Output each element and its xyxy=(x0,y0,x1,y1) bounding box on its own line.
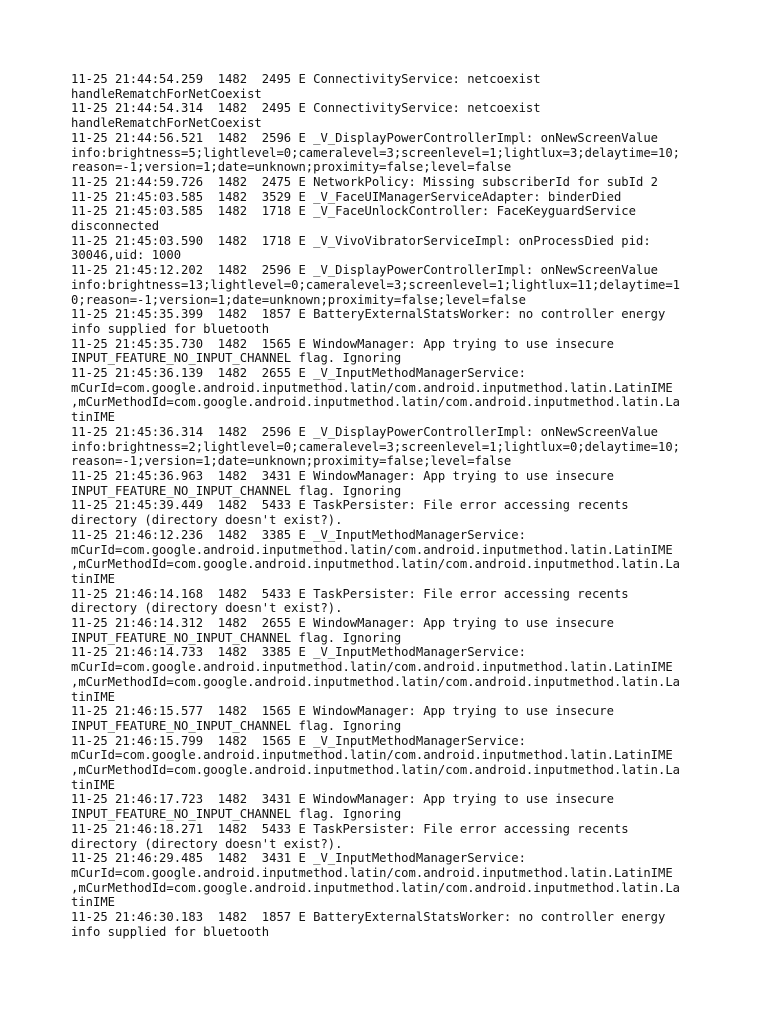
log-line: reason=-1;version=1;date=unknown;proximity=false;level=false xyxy=(71,160,512,175)
log-line: 11-25 21:46:18.271 1482 5433 E TaskPersister: File error accessing recents xyxy=(71,821,629,836)
log-line: 30046,uid: 1000 xyxy=(71,248,182,263)
log-line: mCurId=com.google.android.inputmethod.latin/com.android.inputmethod.latin.LatinIME xyxy=(71,542,673,557)
log-line: 11-25 21:44:59.726 1482 2475 E NetworkPolicy: Missing subscriberId for subId 2 xyxy=(71,174,658,189)
log-line: 11-25 21:46:14.168 1482 5433 E TaskPersister: File error accessing recents xyxy=(71,586,629,601)
log-line: 11-25 21:45:36.139 1482 2655 E _V_InputMethodManagerService: xyxy=(71,366,526,381)
log-line: mCurId=com.google.android.inputmethod.latin/com.android.inputmethod.latin.LatinIME xyxy=(71,865,673,880)
log-line: ,mCurMethodId=com.google.android.inputmethod.latin/com.android.inputmethod.latin.La xyxy=(71,395,681,410)
log-line: mCurId=com.google.android.inputmethod.latin/com.android.inputmethod.latin.LatinIME xyxy=(71,748,673,763)
log-line: info supplied for bluetooth xyxy=(71,321,270,336)
log-line: handleRematchForNetCoexist xyxy=(71,116,262,131)
log-line: 11-25 21:44:54.259 1482 2495 E ConnectivityService: netcoexist xyxy=(71,72,541,86)
log-line: 11-25 21:45:03.585 1482 1718 E _V_FaceUnlockController: FaceKeyguardService xyxy=(71,204,636,219)
log-line: INPUT_FEATURE_NO_INPUT_CHANNEL flag. Ignoring xyxy=(71,807,402,822)
log-line: ,mCurMethodId=com.google.android.inputmethod.latin/com.android.inputmethod.latin.La xyxy=(71,763,681,778)
log-line: directory (directory doesn't exist?). xyxy=(71,836,343,851)
log-line: directory (directory doesn't exist?). xyxy=(71,513,343,528)
log-line: mCurId=com.google.android.inputmethod.latin/com.android.inputmethod.latin.LatinIME xyxy=(71,660,673,675)
log-line: info:brightness=2;lightlevel=0;cameralevel=3;screenlevel=1;lightlux=0;delaytime=10; xyxy=(71,439,681,454)
log-line: INPUT_FEATURE_NO_INPUT_CHANNEL flag. Ignoring xyxy=(71,483,402,498)
log-line: 11-25 21:46:30.183 1482 1857 E BatteryExternalStatsWorker: no controller energy xyxy=(71,910,666,925)
log-line: INPUT_FEATURE_NO_INPUT_CHANNEL flag. Ignoring xyxy=(71,630,402,645)
log-line: 11-25 21:46:17.723 1482 3431 E WindowManager: App trying to use insecure xyxy=(71,792,614,807)
log-line: ,mCurMethodId=com.google.android.inputmethod.latin/com.android.inputmethod.latin.La xyxy=(71,557,681,572)
log-line: 11-25 21:45:35.730 1482 1565 E WindowManager: App trying to use insecure xyxy=(71,336,614,351)
log-line: tinIME xyxy=(71,689,116,704)
log-line: 11-25 21:46:29.485 1482 3431 E _V_InputMethodManagerService: xyxy=(71,851,526,866)
log-line: 11-25 21:46:15.799 1482 1565 E _V_InputMethodManagerService: xyxy=(71,733,526,748)
log-line: 11-25 21:45:03.590 1482 1718 E _V_VivoVibratorServiceImpl: onProcessDied pid: xyxy=(71,233,651,248)
log-line: disconnected xyxy=(71,219,160,234)
log-line: handleRematchForNetCoexist xyxy=(71,86,262,101)
log-line: 11-25 21:45:39.449 1482 5433 E TaskPersister: File error accessing recents xyxy=(71,498,629,513)
log-line: info supplied for bluetooth xyxy=(71,924,270,939)
log-line: INPUT_FEATURE_NO_INPUT_CHANNEL flag. Ignoring xyxy=(71,351,402,366)
log-line: 0;reason=-1;version=1;date=unknown;proximity=false;level=false xyxy=(71,292,526,307)
log-line: 11-25 21:46:15.577 1482 1565 E WindowManager: App trying to use insecure xyxy=(71,704,614,719)
log-line: 11-25 21:45:03.585 1482 3529 E _V_FaceUIManagerServiceAdapter: binderDied xyxy=(71,189,622,204)
log-line: 11-25 21:44:54.314 1482 2495 E ConnectivityService: netcoexist xyxy=(71,101,541,116)
log-line: 11-25 21:46:14.312 1482 2655 E WindowManager: App trying to use insecure xyxy=(71,616,614,631)
log-line: 11-25 21:46:12.236 1482 3385 E _V_InputMethodManagerService: xyxy=(71,527,526,542)
log-line: 11-25 21:45:12.202 1482 2596 E _V_DisplayPowerControllerImpl: onNewScreenValue xyxy=(71,263,658,278)
log-line: ,mCurMethodId=com.google.android.inputmethod.latin/com.android.inputmethod.latin.La xyxy=(71,674,681,689)
log-line: 11-25 21:44:56.521 1482 2596 E _V_DisplayPowerControllerImpl: onNewScreenValue xyxy=(71,130,658,145)
log-line: info:brightness=13;lightlevel=0;cameralevel=3;screenlevel=1;lightlux=11;delaytime=1 xyxy=(71,277,681,292)
log-line: 11-25 21:45:36.314 1482 2596 E _V_DisplayPowerControllerImpl: onNewScreenValue xyxy=(71,424,658,439)
log-line: tinIME xyxy=(71,895,116,910)
log-document xyxy=(71,72,711,939)
log-line: tinIME xyxy=(71,410,116,425)
log-line: 11-25 21:46:14.733 1482 3385 E _V_InputMethodManagerService: xyxy=(71,645,526,660)
log-line: directory (directory doesn't exist?). xyxy=(71,601,343,616)
log-line: INPUT_FEATURE_NO_INPUT_CHANNEL flag. Ignoring xyxy=(71,718,402,733)
log-line: tinIME xyxy=(71,777,116,792)
log-line: info:brightness=5;lightlevel=0;cameralevel=3;screenlevel=1;lightlux=3;delaytime=10; xyxy=(71,145,681,160)
log-line: tinIME xyxy=(71,571,116,586)
log-line: reason=-1;version=1;date=unknown;proximity=false;level=false xyxy=(71,454,512,469)
log-line: mCurId=com.google.android.inputmethod.latin/com.android.inputmethod.latin.LatinIME xyxy=(71,380,673,395)
log-line: 11-25 21:45:36.963 1482 3431 E WindowManager: App trying to use insecure xyxy=(71,468,614,483)
log-line: 11-25 21:45:35.399 1482 1857 E BatteryExternalStatsWorker: no controller energy xyxy=(71,307,666,322)
log-line: ,mCurMethodId=com.google.android.inputmethod.latin/com.android.inputmethod.latin.La xyxy=(71,880,681,895)
